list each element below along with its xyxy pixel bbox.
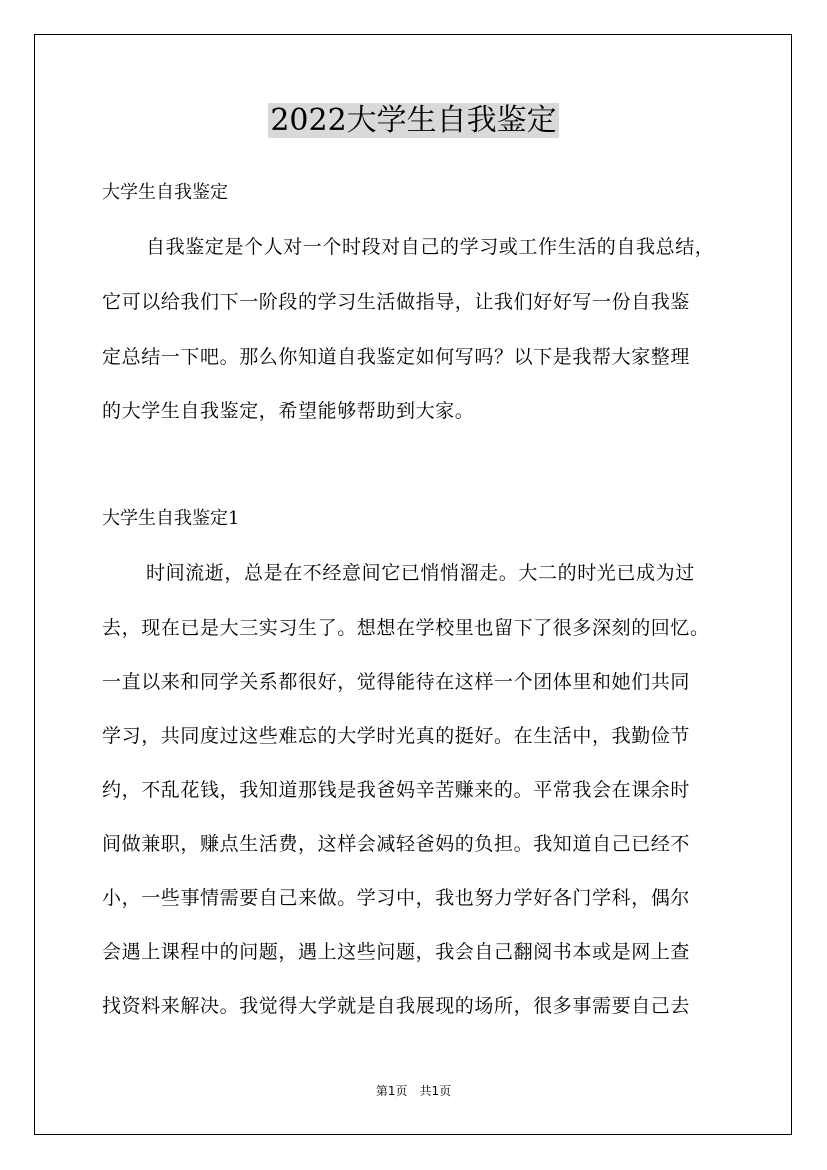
section-line: 学习，共同度过这些难忘的大学时光真的挺好。在生活中，我勤俭节 bbox=[102, 725, 691, 747]
document-title bbox=[0, 98, 827, 144]
intro-heading: 大学生自我鉴定 bbox=[102, 182, 228, 203]
intro-line: 它可以给我们下一阶段的学习生活做指导，让我们好好写一份自我鉴 bbox=[102, 291, 691, 313]
document-title-text: 2022大学生自我鉴定 bbox=[270, 103, 557, 138]
intro-line: 自我鉴定是个人对一个时段对自己的学习或工作生活的自我总结， bbox=[146, 236, 715, 258]
intro-line: 定总结一下吧。那么你知道自我鉴定如何写吗？以下是我帮大家整理 bbox=[102, 346, 691, 368]
section-line: 会遇上课程中的问题，遇上这些问题，我会自己翻阅书本或是网上查 bbox=[102, 941, 691, 963]
section-heading: 大学生自我鉴定1 bbox=[102, 508, 240, 529]
section-line: 找资料来解决。我觉得大学就是自我展现的场所，很多事需要自己去 bbox=[102, 995, 691, 1017]
section-line: 一直以来和同学关系都很好，觉得能待在这样一个团体里和她们共同 bbox=[102, 671, 691, 693]
section-line: 间做兼职，赚点生活费，这样会减轻爸妈的负担。我知道自己已经不 bbox=[102, 833, 691, 855]
section-line: 约，不乱花钱，我知道那钱是我爸妈辛苦赚来的。平常我会在课余时 bbox=[102, 779, 691, 801]
section-line: 小，一些事情需要自己来做。学习中，我也努力学好各门学科，偶尔 bbox=[102, 887, 691, 909]
intro-line: 的大学生自我鉴定，希望能够帮助到大家。 bbox=[102, 400, 475, 422]
section-line: 时间流逝，总是在不经意间它已悄悄溜走。大二的时光已成为过 bbox=[146, 562, 695, 584]
section-line: 去，现在已是大三实习生了。想想在学校里也留下了很多深刻的回忆。 bbox=[102, 617, 710, 639]
page-number: 第1页 共1页 bbox=[375, 1084, 452, 1098]
